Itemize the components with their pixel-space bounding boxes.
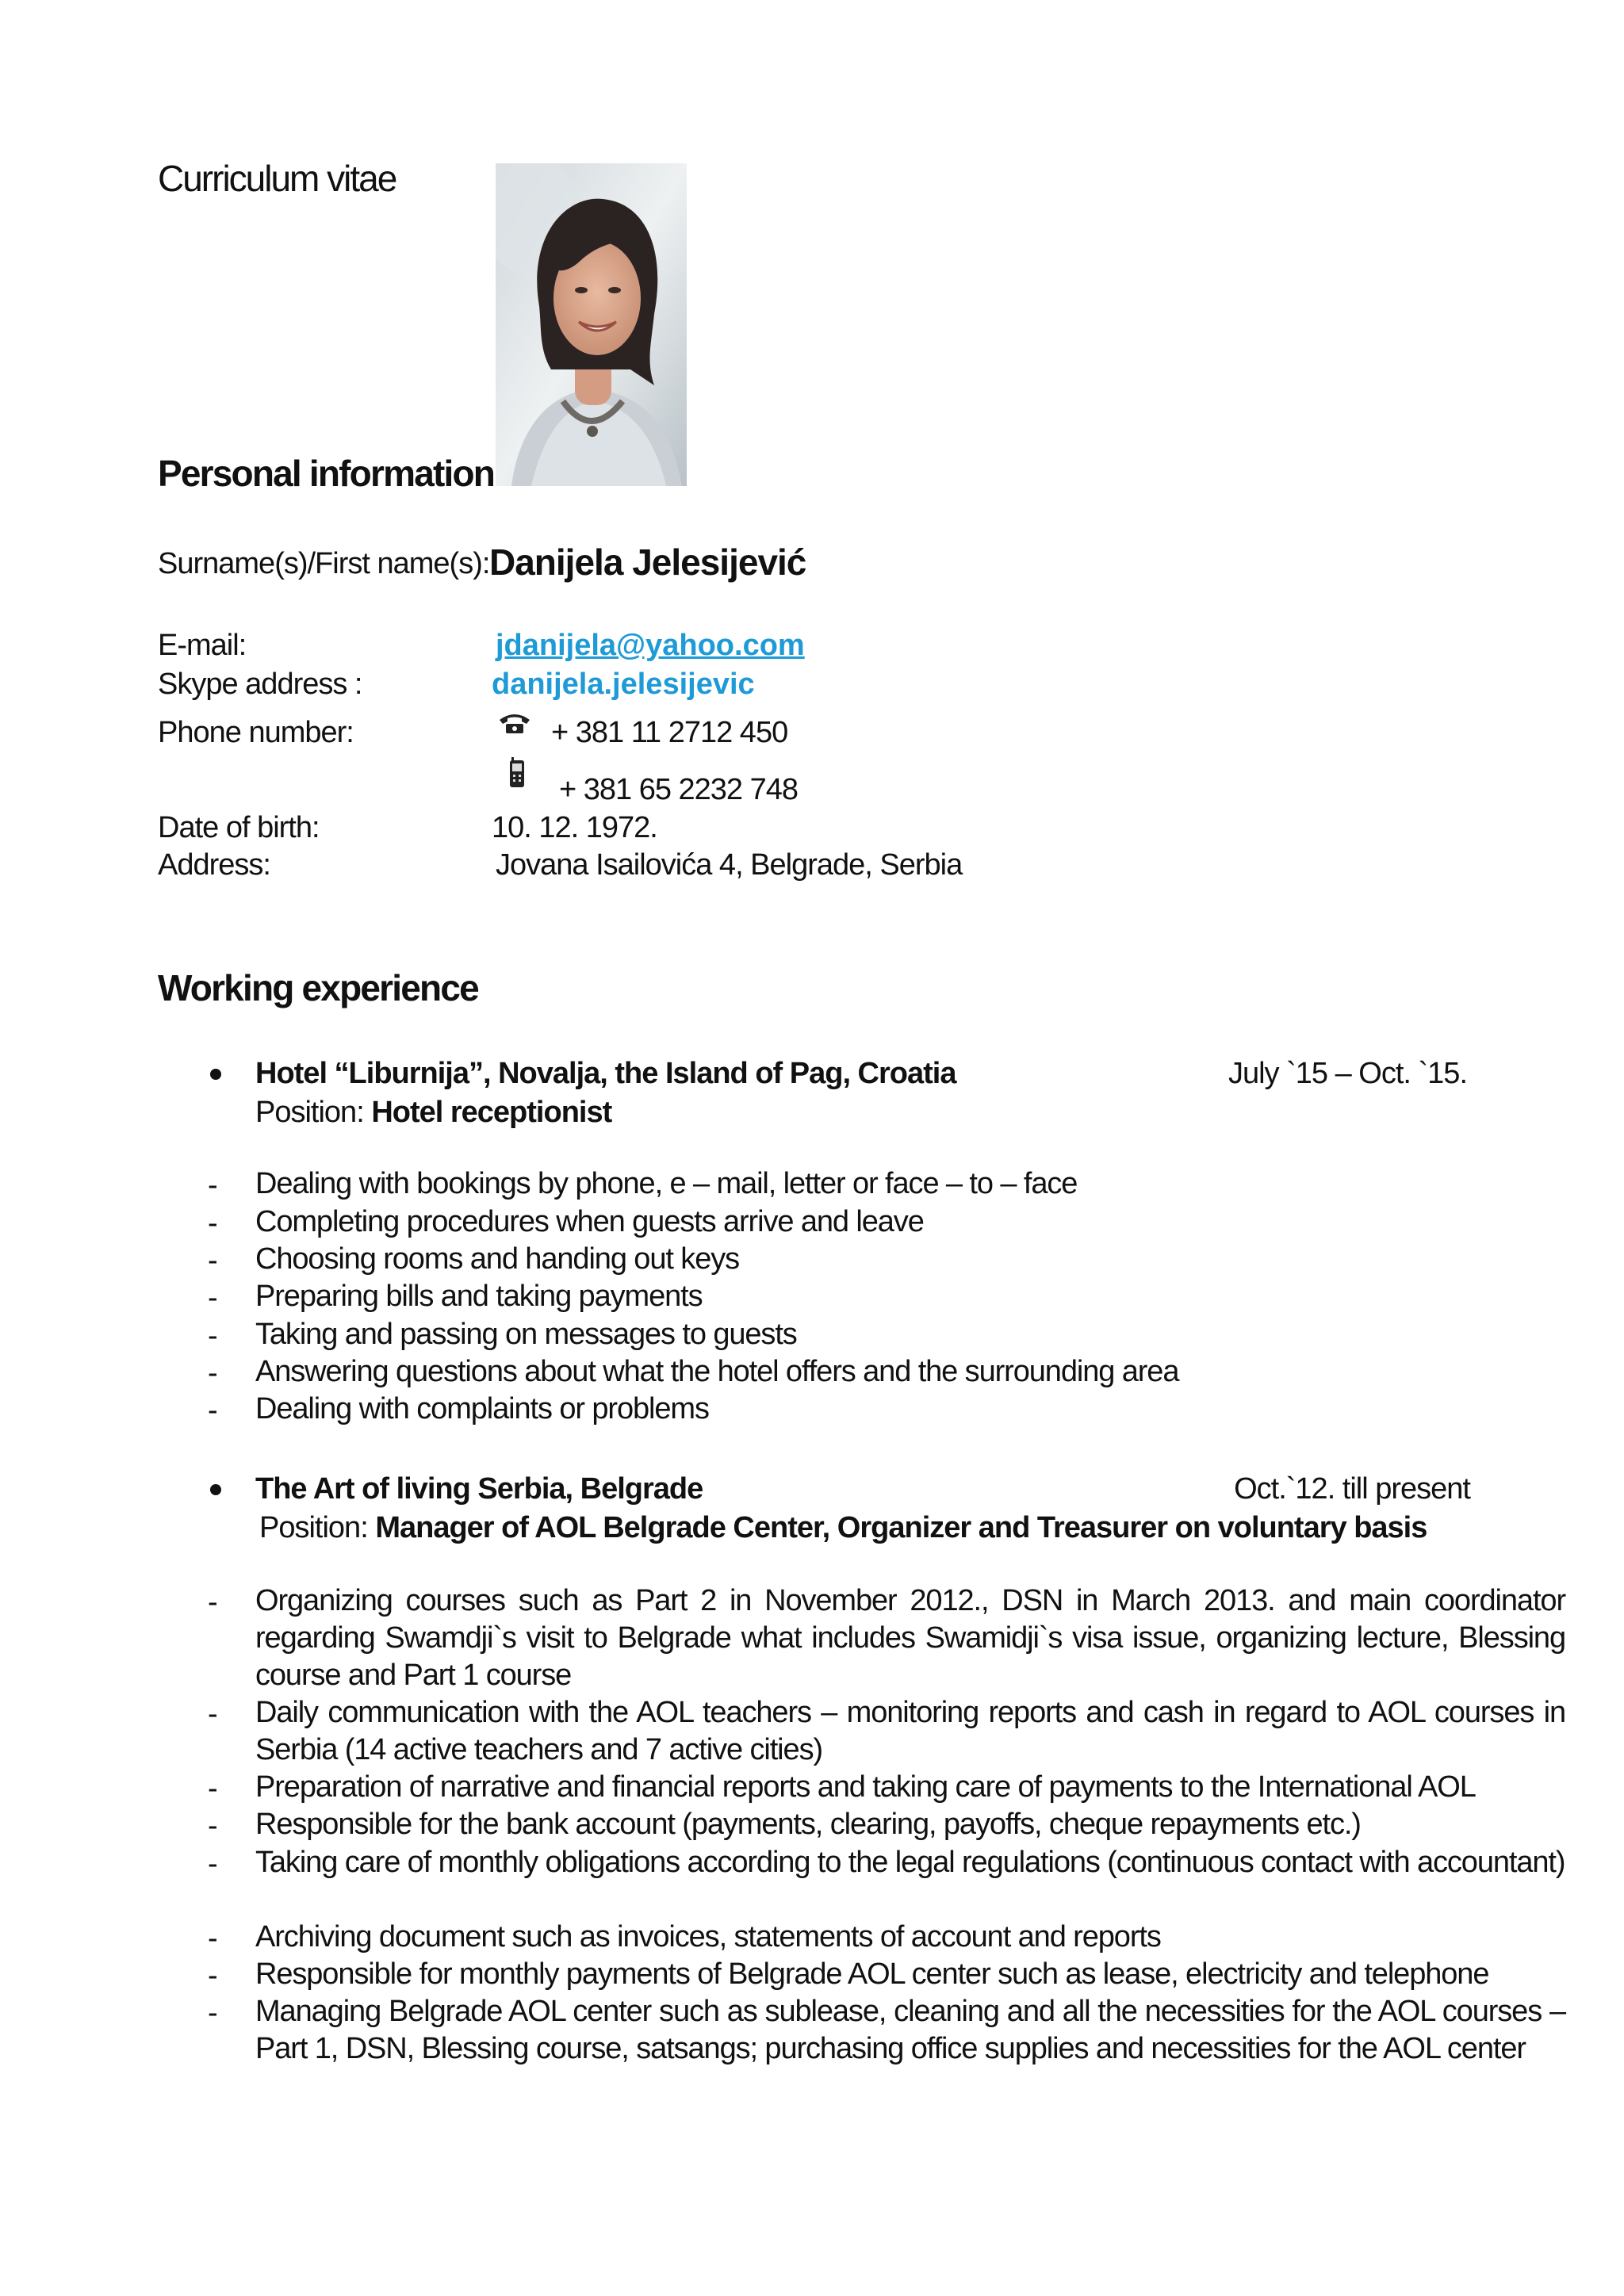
position-label: Position: xyxy=(255,1096,372,1129)
email-link[interactable]: jdanijela@yahoo.com xyxy=(496,629,805,662)
document-title: Curriculum vitae xyxy=(158,158,396,199)
job-dates: July `15 – Oct. `15. xyxy=(1228,1057,1467,1090)
working-experience-heading: Working experience xyxy=(158,967,478,1008)
list-item: Choosing rooms and handing out keys xyxy=(255,1242,740,1276)
name-value: Danijela Jelesijević xyxy=(489,541,806,583)
address-value: Jovana Isailovića 4, Belgrade, Serbia xyxy=(496,848,963,882)
job-dates: Oct.`12. till present xyxy=(1234,1472,1470,1506)
list-item: Responsible for the bank account (payments, clearing, payoffs, cheque repayments etc.) xyxy=(255,1808,1361,1841)
list-item: Daily communication with the AOL teachers – monitoring reports and cash in regard to AOL courses in Serbia (14 active teachers and 7 active cities) xyxy=(255,1696,1565,1766)
list-item: Archiving document such as invoices, statements of account and reports xyxy=(255,1920,1161,1954)
dash-marker: - xyxy=(208,1922,218,1955)
list-item: Dealing with bookings by phone, e – mail, letter or face – to – face xyxy=(255,1167,1078,1200)
phone-label: Phone number: xyxy=(158,716,354,749)
list-item: Taking care of monthly obligations according to the legal regulations (continuous contact with accountant) xyxy=(255,1846,1565,1879)
list-item: Taking and passing on messages to guests xyxy=(255,1318,797,1351)
dash-marker: - xyxy=(208,1169,218,1202)
dash-marker: - xyxy=(208,1244,218,1277)
dash-marker: - xyxy=(208,1207,218,1240)
position-label: Position: xyxy=(259,1511,376,1544)
address-label: Address: xyxy=(158,848,270,882)
dash-marker: - xyxy=(208,1357,218,1390)
mobile-phone-icon xyxy=(508,757,526,793)
position-title: Manager of AOL Belgrade Center, Organizer and Treasurer on voluntary basis xyxy=(375,1511,1427,1544)
job-position xyxy=(259,1511,1427,1545)
phone-landline: + 381 11 2712 450 xyxy=(551,716,788,749)
skype-value: danijela.jelesijevic xyxy=(492,668,755,701)
dash-marker: - xyxy=(208,1586,218,1619)
list-item: Dealing with complaints or problems xyxy=(255,1392,709,1425)
list-item: Answering questions about what the hotel offers and the surrounding area xyxy=(255,1355,1179,1388)
dob-value: 10. 12. 1972. xyxy=(492,811,657,844)
job-position xyxy=(255,1096,611,1130)
name-label: Surname(s)/First name(s): xyxy=(158,547,490,580)
email-label: E-mail: xyxy=(158,629,247,662)
dash-marker: - xyxy=(208,1996,218,2030)
dash-marker: - xyxy=(208,1394,218,1427)
dob-label: Date of birth: xyxy=(158,811,320,844)
list-item: Organizing courses such as Part 2 in November 2012., DSN in March 2013. and main coordinator regarding Swamdji`s visit to Belgrade what includes Swamidji`s visa issue, organizing lecture, Blessing course and Part 1 course xyxy=(255,1584,1565,1692)
list-item: Responsible for monthly payments of Belgrade AOL center such as lease, electricity and telephone xyxy=(255,1957,1489,1991)
dash-marker: - xyxy=(208,1319,218,1353)
list-item: Completing procedures when guests arrive and leave xyxy=(255,1205,924,1238)
profile-photo xyxy=(496,163,687,486)
skype-label: Skype address : xyxy=(158,668,362,701)
job-employer: The Art of living Serbia, Belgrade xyxy=(255,1472,703,1506)
dash-marker: - xyxy=(208,1809,218,1843)
dash-marker: - xyxy=(208,1281,218,1314)
dash-marker: - xyxy=(208,1772,218,1805)
bullet-icon xyxy=(210,1069,221,1080)
job-employer: Hotel “Liburnija”, Novalja, the Island of Pag, Croatia xyxy=(255,1057,956,1090)
list-item: Preparation of narrative and financial reports and taking care of payments to the International AOL xyxy=(255,1770,1476,1804)
telephone-icon xyxy=(498,712,531,738)
phone-mobile: + 381 65 2232 748 xyxy=(559,773,799,806)
personal-info-heading: Personal information xyxy=(158,453,495,494)
dash-marker: - xyxy=(208,1847,218,1881)
position-title: Hotel receptionist xyxy=(371,1096,612,1129)
dash-marker: - xyxy=(208,1697,218,1731)
bullet-icon xyxy=(210,1484,221,1495)
list-item: Managing Belgrade AOL center such as sublease, cleaning and all the necessities for the AOL courses – Part 1, DSN, Blessing course, satsangs; purchasing office supplies and necessities for the AOL center xyxy=(255,1995,1565,2065)
list-item: Preparing bills and taking payments xyxy=(255,1280,703,1313)
dash-marker: - xyxy=(208,1959,218,1992)
